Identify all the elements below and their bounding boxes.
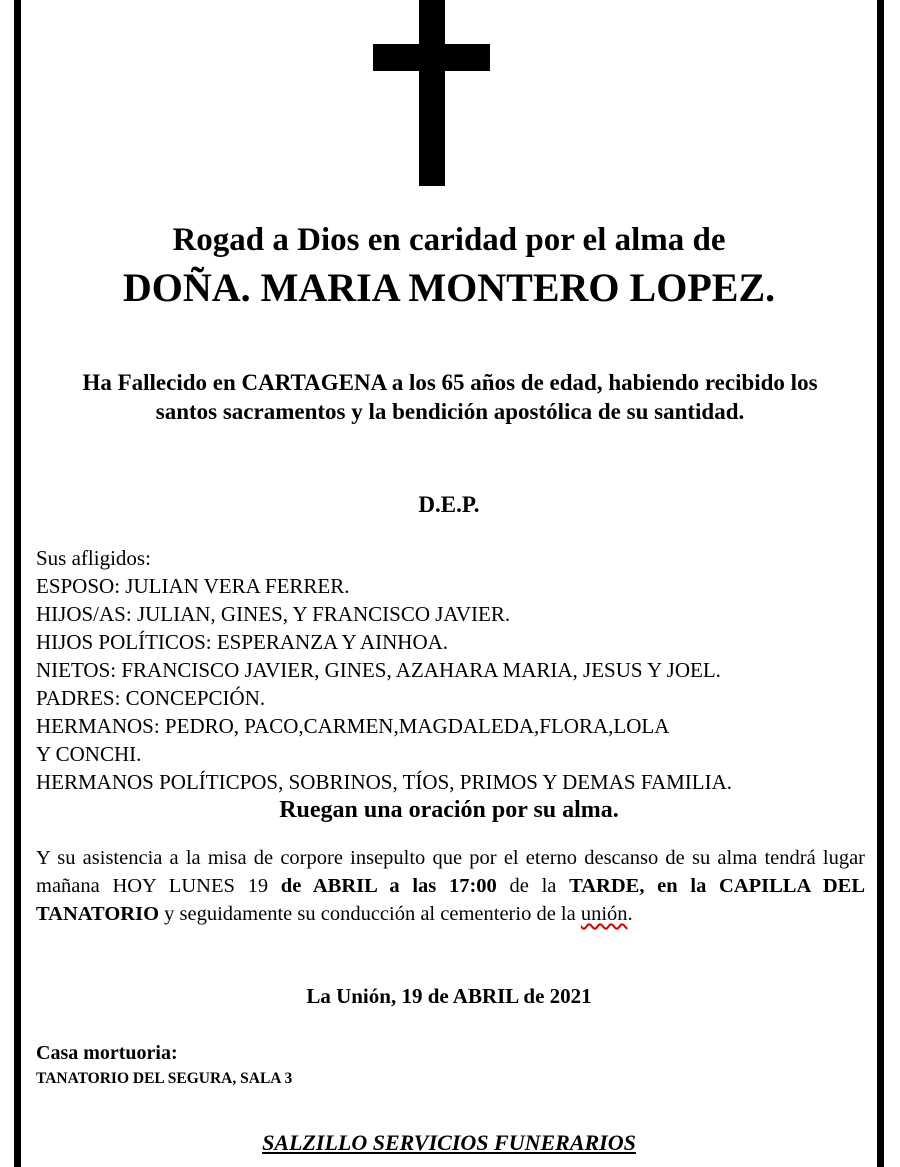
family-line: NIETOS: FRANCISCO JAVIER, GINES, AZAHARA MARIA, JESUS Y JOEL. — [36, 658, 721, 682]
family-line: PADRES: CONCEPCIÓN. — [36, 686, 266, 710]
funeral-home-label: Casa mortuoria: — [36, 1042, 178, 1064]
prayer-request: Ruegan una oración por su alma. — [279, 797, 619, 823]
mass-text: de la — [496, 875, 570, 897]
family-line: HIJOS POLÍTICOS: ESPERANZA Y AINHOA. — [36, 630, 449, 654]
heading-line: Rogad a Dios en caridad por el alma de — [172, 222, 726, 258]
mass-details — [36, 844, 865, 928]
family-line: HIJOS/AS: JULIAN, GINES, Y FRANCISCO JAVIER. — [36, 602, 511, 626]
dep-label: D.E.P. — [418, 492, 480, 517]
provider-name: SALZILLO SERVICIOS FUNERARIOS — [262, 1130, 636, 1155]
funeral-home-value: TANATORIO DEL SEGURA, SALA 3 — [36, 1070, 293, 1087]
place-date-line: La Unión, 19 de ABRIL de 2021 — [306, 984, 592, 1008]
mass-place: TARDE, en la CAPILLA DEL TANATORIO — [36, 875, 866, 925]
right-border — [877, 0, 884, 1167]
mass-text: y seguidamente su conducción al cementerio de la — [159, 903, 581, 925]
family-line: Y CONCHI. — [36, 742, 142, 766]
mass-text: . — [627, 903, 633, 925]
death-notice-text: Ha Fallecido en CARTAGENA a los 65 años de edad, habiendo recibido los santos sacramentos y la bendición apostólica de su santidad. — [82, 370, 818, 424]
spellcheck-word: unión — [580, 903, 628, 925]
left-border — [14, 0, 21, 1167]
family-line: HERMANOS: PEDRO, PACO,CARMEN,MAGDALEDA,FLORA,LOLA — [36, 714, 670, 738]
family-line: Sus afligidos: — [36, 546, 151, 570]
family-line: ESPOSO: JULIAN VERA FERRER. — [36, 574, 350, 598]
deceased-name: DOÑA. MARIA MONTERO LOPEZ. — [122, 265, 776, 310]
family-list — [36, 544, 871, 796]
mass-text: Y su asistencia a la misa de corpore insepulto que por el eterno descanso de su alma tendrá lugar mañana HOY LUNES 19 — [36, 847, 865, 897]
mass-date-time: de ABRIL a las 17:00 — [280, 875, 497, 897]
family-line: HERMANOS POLÍTICPOS, SOBRINOS, TÍOS, PRIMOS Y DEMAS FAMILIA. — [36, 770, 733, 794]
